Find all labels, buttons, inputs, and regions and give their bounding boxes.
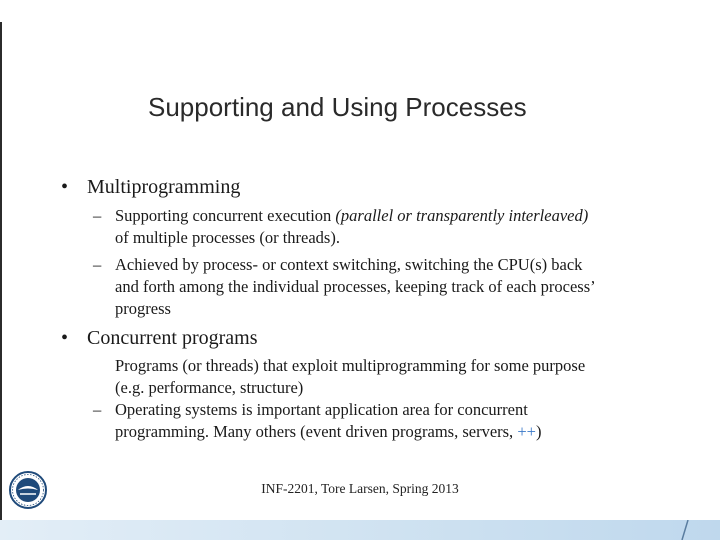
sub-item	[93, 399, 542, 443]
sub-line-accent: ++	[517, 422, 536, 441]
sub-line: (e.g. performance, structure)	[115, 378, 304, 397]
bullet-multiprogramming	[61, 176, 241, 199]
sub-dash: –	[93, 400, 102, 419]
sub-line: Achieved by process- or context switching, switching the CPU(s) back	[115, 255, 583, 274]
sub-line: progress	[115, 299, 171, 318]
sub-line: Operating systems is important application area for concurrent	[115, 400, 528, 419]
sub-line	[115, 421, 541, 443]
slide-title: Supporting and Using Processes	[148, 92, 527, 122]
bullet-text: Multiprogramming	[87, 176, 241, 198]
sub-line-tail: )	[535, 422, 542, 441]
bullet-text: Concurrent programs	[87, 327, 258, 349]
sub-item	[115, 355, 585, 399]
bottom-decor-band	[0, 520, 720, 540]
sub-line: and forth among the individual processes, keeping track of each process’	[115, 277, 596, 296]
sub-line: of multiple processes (or threads).	[115, 228, 340, 247]
sub-line-text: Supporting concurrent execution	[115, 206, 336, 225]
sub-dash: –	[93, 206, 102, 225]
sub-line-italic: (parallel or transparently interleaved)	[335, 206, 589, 225]
bullet-dot: •	[61, 327, 69, 349]
bullet-concurrent-programs	[61, 327, 258, 350]
band-slash-decor	[678, 520, 708, 540]
bullet-dot: •	[61, 176, 69, 198]
sub-dash: –	[93, 255, 102, 274]
sub-line-text: programming. Many others (event driven programs, servers,	[115, 422, 518, 441]
footer-text: INF-2201, Tore Larsen, Spring 2013	[261, 481, 459, 496]
sub-item	[93, 205, 589, 249]
left-border-rule	[0, 22, 2, 522]
sub-line: Programs (or threads) that exploit multiprogramming for some purpose	[115, 356, 586, 375]
sub-item	[93, 254, 596, 320]
slide-footer	[0, 481, 720, 497]
sub-line	[115, 205, 588, 227]
